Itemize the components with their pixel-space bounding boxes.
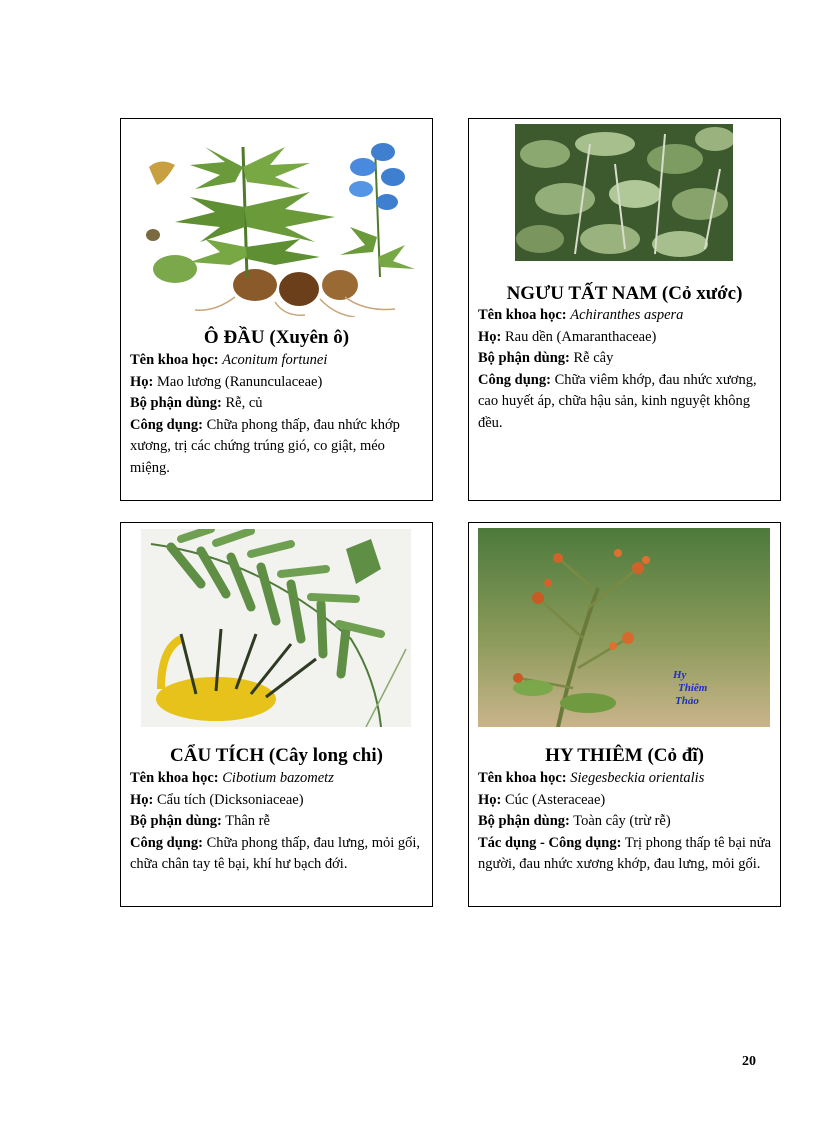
part-used-value: Rễ, củ — [225, 395, 263, 411]
scientific-name: Cibotium bazometz — [222, 770, 334, 786]
tuber-root — [322, 270, 358, 300]
leaf — [244, 192, 335, 242]
part-used-row — [130, 811, 424, 833]
achyranthes-photo — [515, 124, 733, 261]
family-label: Họ: — [130, 791, 154, 808]
nguu-tat-nam-photo — [515, 124, 733, 261]
scientific-name: Aconitum fortunei — [222, 352, 328, 368]
blue-flower — [349, 181, 373, 197]
plant-info — [478, 768, 772, 876]
leaf-cluster — [647, 144, 703, 174]
blue-flower — [376, 194, 398, 210]
photo-background — [478, 528, 770, 727]
tuber-root — [279, 272, 319, 306]
flower-head — [609, 642, 617, 650]
leaf-cluster — [520, 140, 570, 168]
uses-row — [130, 833, 424, 876]
flower-head — [553, 553, 563, 563]
flower-head — [532, 592, 544, 604]
family-label: Họ: — [478, 328, 502, 345]
family-row — [478, 790, 772, 812]
scientific-name-label: Tên khoa học: — [478, 307, 567, 323]
flower-head — [544, 579, 552, 587]
leaf — [175, 197, 245, 242]
tuber-root — [233, 269, 277, 301]
part-used-label: Bộ phận dùng: — [478, 813, 570, 829]
uses-row — [130, 415, 424, 480]
part-used-label: Bộ phận dùng: — [130, 813, 222, 829]
plant-card-hy-thiem — [468, 522, 781, 907]
scientific-name-label: Tên khoa học: — [478, 770, 567, 786]
scientific-name-row — [130, 768, 424, 790]
leaf — [378, 245, 415, 269]
plant-title: HY THIÊM (Cỏ đĩ) — [545, 745, 704, 766]
flower-part — [149, 161, 175, 185]
scientific-name-row — [478, 768, 772, 790]
leaf-cluster — [535, 183, 595, 215]
leaf-cluster — [516, 225, 564, 253]
aconitum-drawing — [135, 127, 420, 317]
leaf — [246, 239, 320, 265]
uses-label: Công dụng: — [478, 371, 551, 388]
leaf — [190, 239, 247, 265]
part-used-value: Toàn cây (trừ rễ) — [573, 813, 671, 829]
scientific-name-label: Tên khoa học: — [130, 770, 219, 786]
leaf-cluster — [672, 188, 728, 220]
scientific-name-row — [478, 305, 772, 327]
family-value: Cúc (Asteraceae) — [504, 791, 606, 808]
family-row — [130, 790, 424, 812]
plant-card-nguu-tat-nam — [468, 118, 781, 501]
leaf — [340, 227, 377, 255]
page-number: 20 — [742, 1054, 756, 1069]
uses-value: Chữa phong thấp, đau lưng, mỏi gối, chữa chân tay tê bại, khí hư bạch đới. — [130, 834, 421, 872]
hy-thiem-photo — [478, 528, 770, 727]
part-used-value: Rễ cây — [573, 350, 614, 366]
part-used-row — [130, 393, 424, 415]
leaf — [560, 693, 616, 713]
plant-info — [130, 350, 424, 479]
family-row — [130, 372, 424, 394]
photo-caption-line: Hy — [673, 669, 687, 681]
uses-label: Công dụng: — [130, 834, 203, 851]
leaf-cluster — [575, 132, 635, 156]
flower-head — [513, 673, 523, 683]
leaf-cluster — [580, 224, 640, 254]
uses-label: Tác dụng - Công dụng: — [478, 834, 622, 851]
uses-value: Chữa phong thấp, đau nhức khớp xương, trị các chứng trúng gió, co giật, méo miệng. — [130, 416, 400, 476]
plant-title: Ô ĐẦU (Xuyên ô) — [203, 327, 350, 348]
family-row — [478, 327, 772, 349]
leaf-cluster — [652, 231, 708, 257]
blue-flower — [350, 158, 376, 176]
uses-value: Chữa viêm khớp, đau nhức xương, cao huyết áp, chữa hậu sản, kinh nguyệt không đều. — [478, 371, 757, 431]
flower-head — [642, 556, 650, 564]
part-used-value: Thân rễ — [225, 813, 270, 829]
photo-caption-line: Thiêm — [678, 682, 708, 694]
uses-label: Công dụng: — [130, 416, 203, 433]
family-value: Mao lương (Ranunculaceae) — [156, 373, 323, 390]
flower-head — [614, 549, 622, 557]
uses-row — [478, 833, 772, 876]
seed — [146, 229, 160, 241]
blue-flower — [371, 143, 395, 161]
family-label: Họ: — [130, 373, 154, 390]
basal-leaf — [153, 255, 197, 283]
uses-row — [478, 370, 772, 435]
photo-caption-line: Thảo — [675, 695, 699, 707]
o-dau-illustration — [135, 127, 420, 317]
part-used-row — [478, 811, 772, 833]
plant-title: NGƯU TẤT NAM (Cỏ xước) — [506, 283, 743, 304]
plant-card-cau-tich — [120, 522, 433, 907]
leaf — [190, 147, 243, 189]
plant-info — [478, 305, 772, 434]
siegesbeckia-photo — [478, 528, 770, 727]
flower-head — [632, 562, 644, 574]
cibotium-drawing — [141, 529, 411, 727]
scientific-name-label: Tên khoa học: — [130, 352, 219, 368]
plant-card-o-dau — [120, 118, 433, 501]
uses-value: Trị phong thấp tê bại nửa người, đau nhức xương khớp, đau lưng, mỏi gối. — [478, 834, 772, 872]
scientific-name: Achiranthes aspera — [570, 307, 684, 323]
part-used-label: Bộ phận dùng: — [130, 395, 222, 411]
cau-tich-illustration — [141, 529, 411, 727]
plant-info — [130, 768, 424, 876]
leaf — [243, 147, 310, 189]
family-value: Rau dền (Amaranthaceae) — [504, 328, 657, 345]
blue-flower — [381, 168, 405, 186]
flower-head — [622, 632, 634, 644]
family-label: Họ: — [478, 791, 502, 808]
scientific-name-row — [130, 350, 424, 372]
plant-title: CẨU TÍCH (Cây long chi) — [170, 745, 383, 766]
part-used-label: Bộ phận dùng: — [478, 350, 570, 366]
part-used-row — [478, 348, 772, 370]
scientific-name: Siegesbeckia orientalis — [570, 770, 705, 786]
family-value: Cẩu tích (Dicksoniaceae) — [156, 791, 304, 808]
